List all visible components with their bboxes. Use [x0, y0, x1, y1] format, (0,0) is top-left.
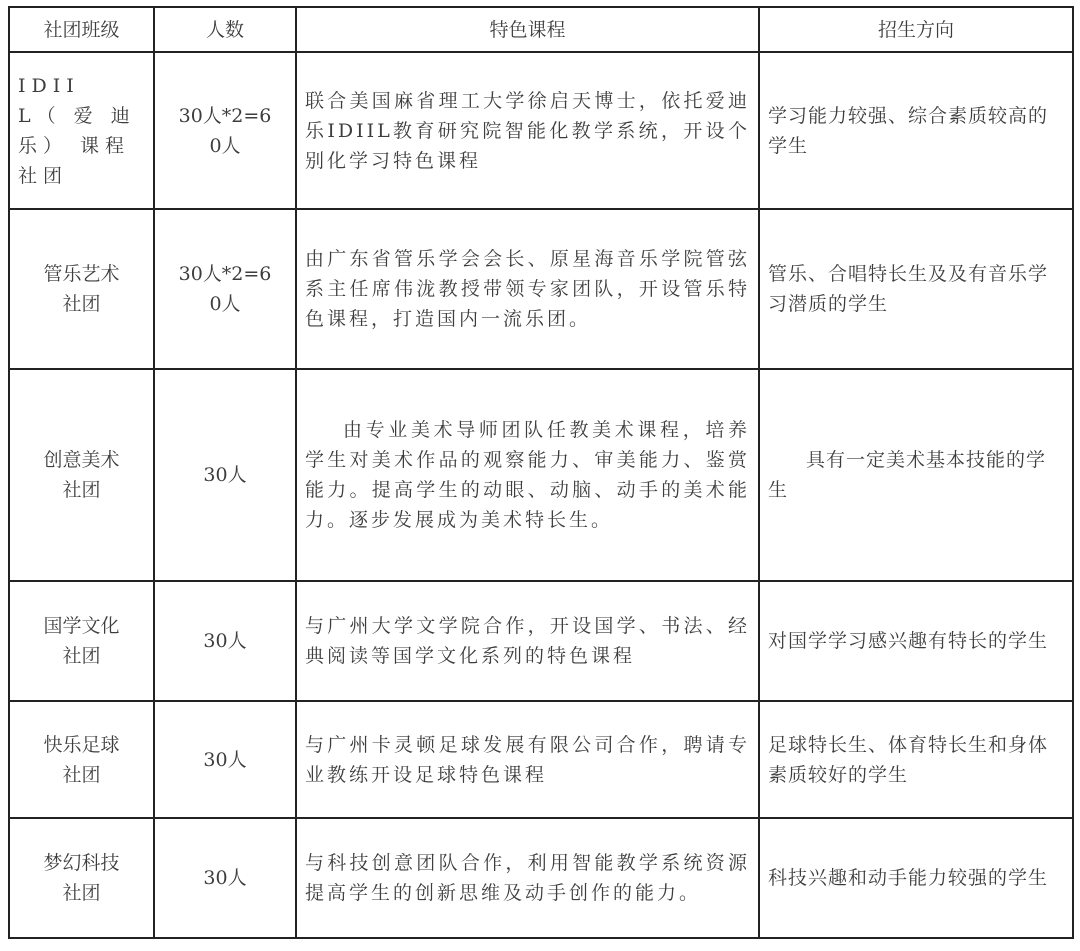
club-name-line: 社团	[62, 645, 101, 667]
club-name-cell	[9, 818, 154, 938]
club-name-cell	[9, 701, 154, 818]
target-cell: 足球特长生、体育特长生和身体素质较好的学生	[759, 701, 1073, 818]
table-row	[9, 701, 1073, 818]
count-line: 30人*2=6	[178, 263, 272, 285]
count-line: 30人*2=6	[178, 104, 272, 127]
table-row	[9, 581, 1073, 701]
table-row	[9, 52, 1073, 209]
target-cell: 管乐、合唱特长生及及有音乐学习潜质的学生	[759, 209, 1073, 369]
course-cell: 与广州卡灵顿足球发展有限公司合作，聘请专业教练开设足球特色课程	[296, 701, 759, 818]
count-line: 30人	[203, 867, 247, 889]
club-name-line: L（ 爱 迪	[18, 104, 136, 127]
count-line: 0人	[209, 134, 241, 157]
course-cell: 由专业美术导师团队任教美术课程，培养学生对美术作品的观察能力、审美能力、鉴赏能力。提高学生的动眼、动脑、动手的美术能力。逐步发展成为美术特长生。	[296, 369, 759, 581]
table-row	[9, 209, 1073, 369]
header-course: 特色课程	[296, 7, 759, 52]
club-name-line: 国学文化	[43, 615, 120, 637]
club-name-cell	[9, 52, 154, 209]
count-cell	[154, 369, 296, 581]
club-name-line: 社团	[62, 293, 101, 315]
club-name-line: 社团	[62, 763, 101, 786]
club-name-line: 快乐足球	[43, 733, 120, 756]
club-name-line: 社团	[62, 479, 101, 501]
course-cell: 联合美国麻省理工大学徐启天博士，依托爱迪乐IDIIL教育研究院智能化教学系统，开设个别化学习特色课程	[296, 52, 759, 209]
target-cell: 对国学学习感兴趣有特长的学生	[759, 581, 1073, 701]
club-name-line: 社团	[18, 164, 69, 187]
club-name-cell	[9, 369, 154, 581]
target-cell: 学习能力较强、综合素质较高的学生	[759, 52, 1073, 209]
table-row	[9, 369, 1073, 581]
club-table	[8, 6, 1074, 939]
club-name-line: IDII	[18, 74, 80, 97]
count-cell	[154, 581, 296, 701]
club-name-line: 社团	[62, 882, 101, 904]
count-line: 30人	[203, 748, 247, 771]
course-cell: 由广东省管乐学会会长、原星海音乐学院管弦系主任席伟泷教授带领专家团队，开设管乐特色课程，打造国内一流乐团。	[296, 209, 759, 369]
count-line: 30人	[203, 630, 247, 652]
table-row	[9, 818, 1073, 938]
club-name-cell	[9, 581, 154, 701]
header-club: 社团班级	[9, 7, 154, 52]
club-name-line: 创意美术	[43, 449, 120, 471]
header-target: 招生方向	[759, 7, 1073, 52]
course-cell: 与广州大学文学院合作，开设国学、书法、经典阅读等国学文化系列的特色课程	[296, 581, 759, 701]
target-cell: 具有一定美术基本技能的学生	[759, 369, 1073, 581]
header-row	[9, 7, 1073, 52]
count-line: 30人	[203, 464, 247, 486]
club-name-cell	[9, 209, 154, 369]
club-name-line: 乐） 课程	[18, 134, 131, 157]
club-name-line: 管乐艺术	[43, 263, 120, 285]
count-line: 0人	[209, 293, 241, 315]
header-count: 人数	[154, 7, 296, 52]
count-cell	[154, 701, 296, 818]
target-cell: 科技兴趣和动手能力较强的学生	[759, 818, 1073, 938]
count-cell	[154, 818, 296, 938]
course-cell: 与科技创意团队合作，利用智能教学系统资源提高学生的创新思维及动手创作的能力。	[296, 818, 759, 938]
count-cell	[154, 52, 296, 209]
club-name-line: 梦幻科技	[43, 852, 120, 874]
count-cell	[154, 209, 296, 369]
